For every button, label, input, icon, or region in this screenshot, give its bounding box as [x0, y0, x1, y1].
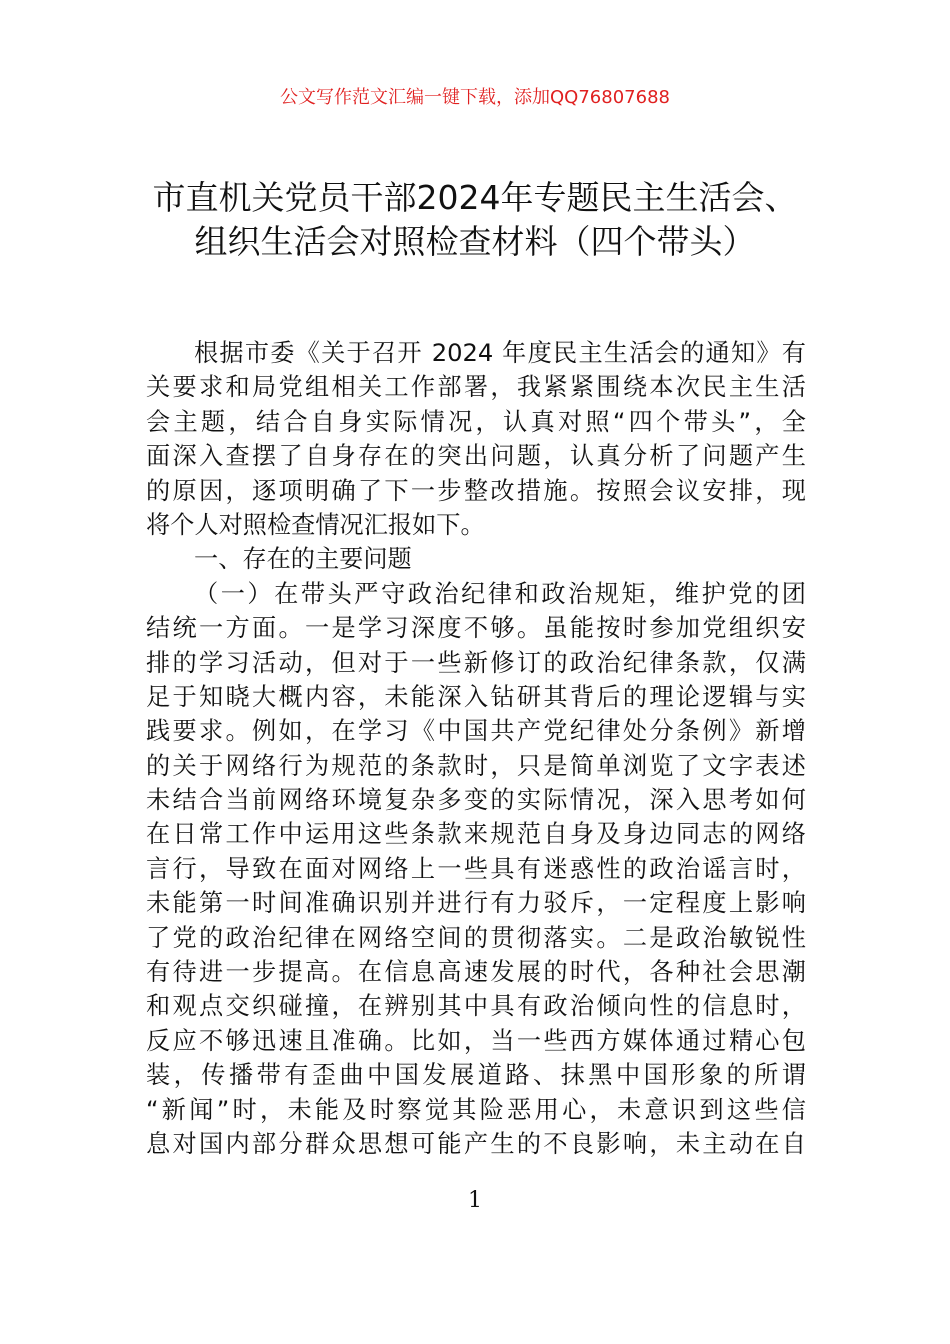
- document-body: [146, 336, 806, 1161]
- paragraph-line: 反应不够迅速且准确。比如，当一些西方媒体通过精心包: [146, 1026, 806, 1055]
- paragraph-line: 言行，导致在面对网络上一些具有迷惑性的政治谣言时，: [146, 854, 806, 883]
- paragraph-line: 根据市委《关于召开 2024 年度民主生活会的通知》有: [194, 339, 806, 367]
- paragraph-line: 践要求。例如，在学习《中国共产党纪律处分条例》新增: [146, 717, 806, 746]
- paragraph-line: 的关于网络行为规范的条款时，只是简单浏览了文字表述: [146, 751, 806, 780]
- paragraph-line: （一）在带头严守政治纪律和政治规矩，维护党的团: [194, 579, 806, 608]
- paragraph-line: 将个人对照检查情况汇报如下。: [146, 510, 485, 539]
- paragraph-line: 有待进一步提高。在信息高速发展的时代，各种社会思潮: [146, 958, 806, 987]
- paragraph-line: 未结合当前网络环境复杂多变的实际情况，深入思考如何: [146, 786, 806, 815]
- paragraph-line: 和观点交织碰撞，在辨别其中具有政治倾向性的信息时，: [146, 992, 806, 1021]
- paragraph-line: 排的学习活动，但对于一些新修订的政治纪律条款，仅满: [146, 648, 806, 677]
- page-number: 1: [468, 1188, 482, 1213]
- paragraph-line: 息对国内部分群众思想可能产生的不良影响，未主动在自: [146, 1129, 806, 1158]
- paragraph-line: 足于知晓大概内容，未能深入钻研其背后的理论逻辑与实: [146, 682, 806, 711]
- paragraph-line: 在日常工作中运用这些条款来规范自身及身边同志的网络: [146, 820, 806, 849]
- paragraph-line: 面深入查摆了自身存在的突出问题，认真分析了问题产生: [146, 442, 806, 471]
- paragraph-line: 未能第一时间准确识别并进行有力驳斥，一定程度上影响: [146, 889, 806, 918]
- paragraph-line: 关要求和局党组相关工作部署，我紧紧围绕本次民主生活: [146, 373, 806, 402]
- paragraph-line: 的原因，逐项明确了下一步整改措施。按照会议安排，现: [146, 476, 806, 505]
- document-title-line-1: 市直机关党员干部2024年专题民主生活会、: [152, 178, 798, 217]
- paragraph-line: 会主题，结合自身实际情况，认真对照“四个带头”，全: [146, 407, 806, 436]
- paragraph-line: 结统一方面。一是学习深度不够。虽能按时参加党组织安: [146, 614, 806, 643]
- paragraph-line: 装，传播带有歪曲中国发展道路、抹黑中国形象的所谓: [146, 1061, 806, 1090]
- paragraph-line: “新闻”时，未能及时察觉其险恶用心，未意识到这些信: [146, 1095, 806, 1124]
- paragraph-line: 了党的政治纪律在网络空间的贯彻落实。二是政治敏锐性: [146, 923, 806, 952]
- document-title-line-2: 组织生活会对照检查材料（四个带头）: [194, 222, 756, 261]
- download-banner: 公文写作范文汇编一键下载，添加QQ76807688: [280, 87, 670, 108]
- section-heading: 一、存在的主要问题: [194, 545, 412, 574]
